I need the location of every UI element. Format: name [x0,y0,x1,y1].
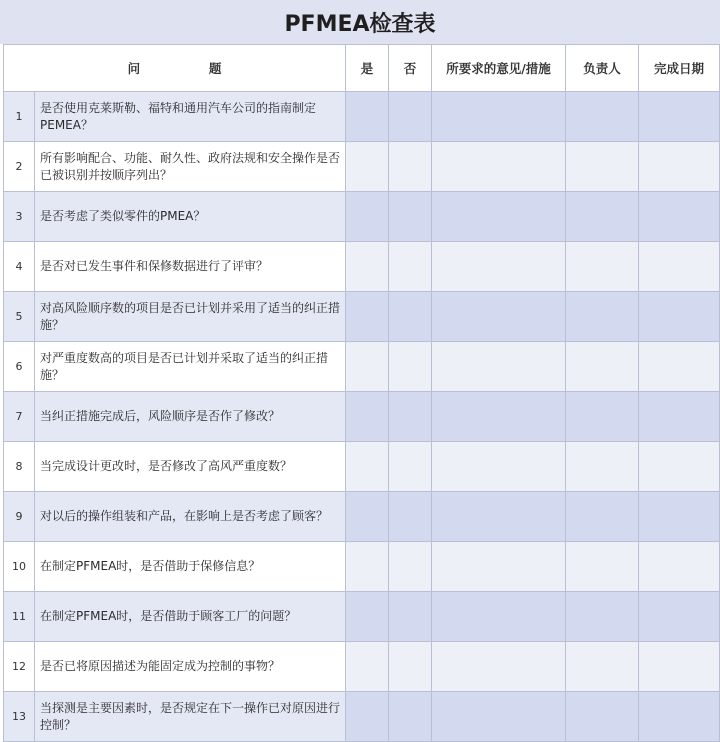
date-cell[interactable] [639,292,720,342]
owner-cell[interactable] [566,142,639,192]
row-number: 3 [4,192,35,242]
owner-cell[interactable] [566,492,639,542]
yes-cell[interactable] [346,692,389,742]
question-text: 对高风险顺序数的项目是否已计划并采用了适当的纠正措施？ [35,292,346,342]
table-row [4,642,720,692]
yes-cell[interactable] [346,592,389,642]
date-cell[interactable] [639,492,720,542]
yes-cell[interactable] [346,392,389,442]
table-row [4,242,720,292]
no-cell[interactable] [389,192,432,242]
date-cell[interactable] [639,342,720,392]
comments-cell[interactable] [432,92,566,142]
owner-cell[interactable] [566,192,639,242]
table-row [4,542,720,592]
no-cell[interactable] [389,442,432,492]
table-row [4,492,720,542]
comments-cell[interactable] [432,642,566,692]
comments-cell[interactable] [432,242,566,292]
date-cell[interactable] [639,542,720,592]
no-cell[interactable] [389,692,432,742]
header-yes: 是 [346,45,389,92]
checklist-table [3,44,720,742]
date-cell[interactable] [639,92,720,142]
owner-cell[interactable] [566,242,639,292]
row-number: 4 [4,242,35,292]
owner-cell[interactable] [566,692,639,742]
question-text: 在制定PFMEA时，是否借助于顾客工厂的问题？ [35,592,346,642]
row-number: 5 [4,292,35,342]
yes-cell[interactable] [346,542,389,592]
row-number: 8 [4,442,35,492]
no-cell[interactable] [389,142,432,192]
date-cell[interactable] [639,592,720,642]
header-question [4,45,346,92]
row-number: 9 [4,492,35,542]
row-number: 10 [4,542,35,592]
header-comments: 所要求的意见/措施 [432,45,566,92]
no-cell[interactable] [389,542,432,592]
comments-cell[interactable] [432,442,566,492]
yes-cell[interactable] [346,442,389,492]
table-row [4,92,720,142]
owner-cell[interactable] [566,542,639,592]
question-text: 当探测是主要因素时，是否规定在下一操作已对原因进行控制？ [35,692,346,742]
no-cell[interactable] [389,92,432,142]
date-cell[interactable] [639,642,720,692]
question-text: 是否使用克莱斯勒、福特和通用汽车公司的指南制定PEMEA？ [35,92,346,142]
table-row [4,442,720,492]
table-row [4,342,720,392]
yes-cell[interactable] [346,92,389,142]
comments-cell[interactable] [432,492,566,542]
table-row [4,192,720,242]
question-text: 当纠正措施完成后，风险顺序是否作了修改？ [35,392,346,442]
question-text: 对以后的操作组装和产品，在影响上是否考虑了顾客？ [35,492,346,542]
date-cell[interactable] [639,692,720,742]
date-cell[interactable] [639,242,720,292]
question-text: 是否已将原因描述为能固定成为控制的事物？ [35,642,346,692]
header-no: 否 [389,45,432,92]
comments-cell[interactable] [432,292,566,342]
comments-cell[interactable] [432,542,566,592]
header-owner: 负责人 [566,45,639,92]
question-text: 是否考虑了类似零件的PMEA？ [35,192,346,242]
comments-cell[interactable] [432,592,566,642]
date-cell[interactable] [639,142,720,192]
owner-cell[interactable] [566,292,639,342]
no-cell[interactable] [389,492,432,542]
yes-cell[interactable] [346,142,389,192]
yes-cell[interactable] [346,292,389,342]
row-number: 1 [4,92,35,142]
comments-cell[interactable] [432,392,566,442]
row-number: 12 [4,642,35,692]
question-text: 对严重度数高的项目是否已计划并采取了适当的纠正措施？ [35,342,346,392]
date-cell[interactable] [639,392,720,442]
owner-cell[interactable] [566,592,639,642]
comments-cell[interactable] [432,692,566,742]
question-text: 在制定PFMEA时，是否借助于保修信息？ [35,542,346,592]
row-number: 11 [4,592,35,642]
no-cell[interactable] [389,342,432,392]
comments-cell[interactable] [432,342,566,392]
question-text: 当完成设计更改时，是否修改了高风严重度数？ [35,442,346,492]
table-row [4,142,720,192]
comments-cell[interactable] [432,192,566,242]
yes-cell[interactable] [346,492,389,542]
row-number: 13 [4,692,35,742]
yes-cell[interactable] [346,342,389,392]
header-date: 完成日期 [639,45,720,92]
table-row [4,292,720,342]
owner-cell[interactable] [566,392,639,442]
question-text: 所有影响配合、功能、耐久性、政府法规和安全操作是否已被识别并按顺序列出？ [35,142,346,192]
yes-cell[interactable] [346,642,389,692]
owner-cell[interactable] [566,642,639,692]
yes-cell[interactable] [346,242,389,292]
date-cell[interactable] [639,442,720,492]
owner-cell[interactable] [566,442,639,492]
no-cell[interactable] [389,642,432,692]
question-text: 是否对已发生事件和保修数据进行了评审？ [35,242,346,292]
page-title: PFMEA检查表 [0,0,720,44]
owner-cell[interactable] [566,342,639,392]
table-row [4,692,720,742]
no-cell[interactable] [389,592,432,642]
row-number: 2 [4,142,35,192]
header-question-b: 题 [208,61,222,76]
no-cell[interactable] [389,292,432,342]
header-row [4,45,720,92]
table-row [4,392,720,442]
date-cell[interactable] [639,192,720,242]
yes-cell[interactable] [346,192,389,242]
comments-cell[interactable] [432,142,566,192]
no-cell[interactable] [389,392,432,442]
row-number: 6 [4,342,35,392]
no-cell[interactable] [389,242,432,292]
header-question-a: 问 [127,61,141,76]
owner-cell[interactable] [566,92,639,142]
table-row [4,592,720,642]
row-number: 7 [4,392,35,442]
